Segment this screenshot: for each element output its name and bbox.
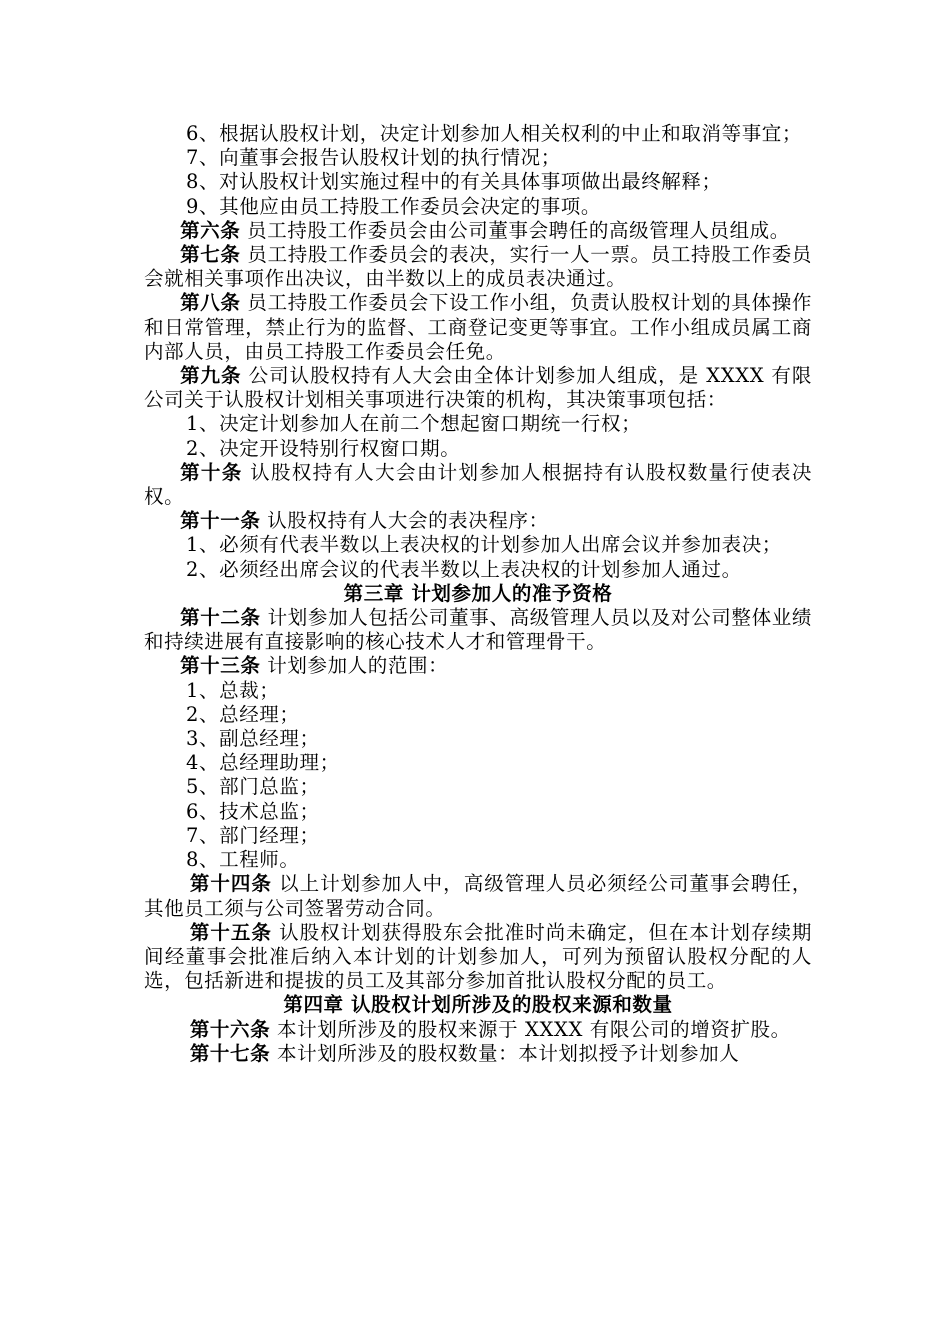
article-number: 第十五条 (189, 920, 272, 944)
article-text: 本计划所涉及的股权来源于 XXXX 有限公司的增资扩股。 (270, 1017, 791, 1041)
article-number: 第七条 (180, 243, 241, 267)
article-number: 第十二条 (180, 606, 261, 630)
article-paragraph (144, 1018, 812, 1042)
article-paragraph (144, 921, 812, 994)
article-number: 第六条 (180, 218, 241, 242)
article-paragraph (144, 509, 812, 533)
article-number: 第十一条 (180, 509, 261, 533)
article-paragraph (144, 606, 812, 654)
article-paragraph (144, 219, 812, 243)
chapter-heading: 第四章 认股权计划所涉及的股权来源和数量 (283, 993, 673, 1017)
article-text: 计划参加人的范围： (260, 654, 449, 678)
article-text: 本计划所涉及的股权数量：本计划拟授予计划参加人 (270, 1041, 740, 1065)
article-paragraph (144, 872, 812, 920)
list-item: 2、必须经出席会议的代表半数以上表决权的计划参加人通过。 (186, 557, 742, 581)
article-text: 员工持股工作委员会的表决，实行一人一票。员工持股工作委员会就相关事项作出决议，由半数以上的成员表决通过。 (144, 243, 812, 291)
list-item: 4、总经理助理； (186, 751, 340, 775)
article-text: 公司认股权持有人大会由全体计划参加人组成，是 XXXX 有限公司关于认股权计划相关事项进行决策的机构，其决策事项包括： (144, 364, 812, 412)
article-text: 员工持股工作委员会下设工作小组，负责认股权计划的具体操作和日常管理，禁止行为的监督、工商登记变更等事宜。工作小组成员属工商内部人员，由员工持股工作委员会任免。 (144, 291, 812, 363)
article-text: 认股权计划获得股东会批准时尚未确定，但在本计划存续期间经董事会批准后纳入本计划的计划参加人，可列为预留认股权分配的人选，包括新进和提拔的员工及其部分参加首批认股权分配的员工。 (144, 920, 812, 993)
list-item: 1、总裁； (186, 678, 280, 702)
chapter-heading: 第三章 计划参加人的准予资格 (343, 581, 613, 605)
list-item: 1、决定计划参加人在前二个想起窗口期统一行权； (186, 412, 642, 436)
article-text: 认股权持有人大会由计划参加人根据持有认股权数量行使表决权。 (144, 460, 812, 509)
article-paragraph (144, 1042, 812, 1066)
list-item: 7、向董事会报告认股权计划的执行情况； (186, 146, 561, 170)
article-paragraph (144, 654, 812, 678)
article-paragraph (144, 243, 812, 291)
list-item: 2、总经理； (186, 702, 300, 726)
list-item: 3、副总经理； (186, 727, 320, 751)
list-item: 6、技术总监； (186, 799, 320, 823)
list-item: 8、工程师。 (186, 848, 300, 872)
article-paragraph (144, 291, 812, 364)
list-item: 9、其他应由员工持股工作委员会决定的事项。 (186, 194, 602, 218)
article-paragraph (144, 461, 812, 509)
article-number: 第八条 (180, 291, 241, 315)
article-number: 第十七条 (189, 1041, 271, 1065)
list-item: 6、根据认股权计划，决定计划参加人相关权利的中止和取消等事宜； (186, 122, 803, 145)
list-item: 5、部门总监； (186, 775, 320, 799)
document-body (144, 122, 812, 1066)
article-number: 第十六条 (189, 1017, 271, 1041)
article-text: 员工持股工作委员会由公司董事会聘任的高级管理人员组成。 (240, 218, 790, 242)
list-item: 2、决定开设特别行权窗口期。 (186, 436, 461, 460)
article-text: 计划参加人包括公司董事、高级管理人员以及对公司整体业绩和持续进展有直接影响的核心技术人才和管理骨干。 (144, 606, 813, 654)
article-number: 第十四条 (189, 872, 272, 896)
list-item: 7、部门经理； (186, 823, 320, 847)
list-item: 1、必须有代表半数以上表决权的计划参加人出席会议并参加表决； (186, 533, 782, 557)
article-number: 第九条 (180, 364, 242, 388)
list-item: 8、对认股权计划实施过程中的有关具体事项做出最终解释； (186, 170, 722, 194)
article-number: 第十条 (180, 460, 243, 484)
article-text: 以上计划参加人中，高级管理人员必须经公司董事会聘任，其他员工须与公司签署劳动合同。 (144, 872, 812, 920)
article-paragraph (144, 364, 812, 412)
article-text: 认股权持有人大会的表决程序： (260, 509, 549, 533)
article-number: 第十三条 (180, 654, 261, 678)
